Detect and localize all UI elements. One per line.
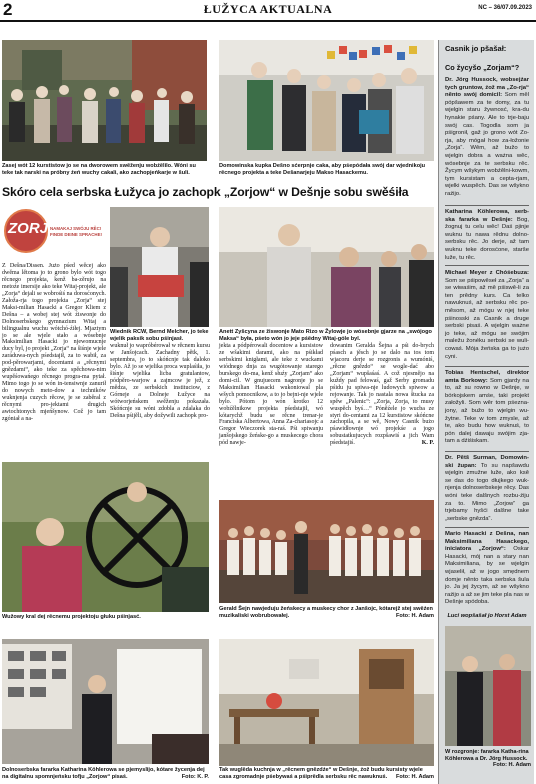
sidebar-answer: Dr. Pětš Surman, Domowin-ski župan: To su napšawdu wjelgin zmužne luže, ako ksě se das do togo dłujkego wuk-njenja dolnoserbskeje rěcy. Das wóni teke dalšnych rozbu-źiju za to. Mimo „Zorjow“ ga trjebamy hyšći dalšne take „serbske gnězda“. <box>445 455 530 522</box>
sidebar-photo-credit: Foto: H. Adam <box>492 762 531 769</box>
article-signature: K. P. <box>421 440 434 447</box>
caption-top-left: Zasej wót 12 kurstistow jo se na dworowem swěženju wobźělilo. Wóni su teke tak narski na próbny źeń wuchy cakali, ako zachopjeńkarje w šuli. <box>2 163 196 176</box>
sidebar-answer: Mario Hasacki z Dešna, nan Maksimiliana Hasackego, iniciatora „Zorjow“: Oskar Hasacki, mój nan a stary nan Maksimiliana, by se wjelgin wjaselił, až w jogo smędnem domje něnto taka serbska šula jo. Ja jej žycym, až se wšykno raźijo a až se jim teke pla nas w Dešnje spódoba. <box>445 531 529 606</box>
photo-choir <box>219 500 434 603</box>
caption-anett: Anett Zyšcyna ze žiswonje Mato Rizo w Žylowje jo wósebnje gjarze na „swójogo Maksa“ była, pśeto wón jo jeje pśědny Witaj-góle byl. <box>219 329 432 342</box>
caption-wuzowy-kral: Wužowy kral dej rěcnemu projektoju głuku pśinjasć. <box>2 614 141 620</box>
caption-kitchen: Tak wuglěda kuchnja w „rěcnem gnězdźe“ w Dešnje, źož budu kursisty wjele casa zgromadnje pśebywaś a pśiprědla serbsku rěc nawuknuś. Foto: H. Adam <box>219 767 434 780</box>
header-rule <box>0 20 536 22</box>
sidebar-question: Co žycyšo „Zorjam“? <box>445 63 520 72</box>
sidebar-answer: Michael Meyer z Chóśebuza: Som se pśipowěseł za „Zorja“ a se wiwaśim, až mě pśiswě-li za ten prědny kurs. Ca telko nawuknuś, až serbsku rěc po-měsom, až mógu w njej teke pśinosski za Casnik a druge serbski pisaś. A wjelgin ważne jo teke, až mógu se swójim maležu žonéku serbski se wuli-cowaś. Mója žeńska ga to jużo cyni. <box>445 270 529 360</box>
sidebar-credit: Luci wopšašał jo Horst Adam <box>447 613 527 619</box>
page-number: 2 <box>3 0 13 19</box>
caption-top-right: Domowinska kupka Dešno sćerpnje caka, aby pśepódała swój dar wjednikoju rěcnego projekta a teke Dešanarjeju Makso Hasackemu. <box>219 163 426 176</box>
sidebar-answer: Dr. Jörg Hussock, wobsejźar tych gruntow, źož ma „Zo-rja“ něnto swój domicil: Som měl pópšawem za te domy, za tu wjelgin staru žywnosć, kra-du hynakie pśany. Ale to trje-baju swój cas. Togodla som ja pśigronił, gaž jo grono wót Zo-rja, aby mógał how za-łožonie „Zorja“. Wěm, až bužo to wjelgin dobra a ważna wěc, wósebnje za te serbsku rěc. Žycym wšykym wobźělni-kowm, tym kursistam a cepta-rjam, wjelki wuspěch. Das se wšykno raźijo. <box>445 77 529 197</box>
credit-katharina: Foto: K. P. <box>181 773 209 780</box>
sidebar-title: Casnik jo pšašał: <box>445 44 507 53</box>
credit-kitchen: Foto: H. Adam <box>395 773 434 780</box>
masthead: ŁUŽYCA AKTUALNA <box>203 2 333 16</box>
photo-kitchen <box>219 639 434 766</box>
credit-gerald: Foto: H. Adam <box>395 612 434 619</box>
article-column-3: jekta a pódpérowali docentow a kursistow ze wšakimi darami, ako na pśikład serbskimi knigłami, ale teke z wuckami wiódnego dnja za wugótowanje starego burskego do-ma, kenž słuźy „Zorjam“ ako domi-cil. W gnujuecem nagronje jo se Maksimilian Hasacki wukoniowal pla wšych pomocnikow, a to jo bejni-nje wjele bylo. Pótom jo wón krotko 12 wobźělnikow projekta pśedstajił, wó kótarychž budu se rěcne trenar-je Franciska Albertowa, Anna Za-chariasojc a Gregor Wieczorek sta-raś. Pśi spiwanju janšojskego žeńske-go a muskecego chora pód nawje- <box>219 343 323 447</box>
caption-katharina: Dolnoserbska fararka Katharina Köhlerowa se pjemyslijo, kótare žycenja dej na digitalnu spomnjeńsku tofju „Zorjow“ pisaś. Foto: K. P. <box>2 767 209 780</box>
photo-katharina <box>2 639 209 764</box>
photo-domowina-group <box>219 40 434 161</box>
page-header <box>0 0 536 20</box>
logo-word: ZORJA <box>8 220 59 237</box>
photo-sidebar-conversation <box>445 626 531 746</box>
photo-wuzowy-kral <box>2 462 209 612</box>
sidebar-answer: Tobias Hentschel, direktor amta Borkowy: Som gjardy na to, až su rowno w Dešnje, w bórkojskem amśe, taki projekt załožyli. Som wěr tom pśezna-jony, až bužo to wjelgin wu-žytne. Teke w tom zmysle, až te, ako budu how wuknuś, to pón dalej dawaju swójim zja-tam a dźiśiskam. <box>445 370 529 445</box>
sidebar-separator <box>445 205 529 206</box>
caption-gerald: Gerald Šejn nawjeduju žeńskecy a muskecy chor z Janšojc, kótarejž stej swěźen muzikaliski wobrubowałej. Foto: H. Adam <box>219 606 434 619</box>
sidebar-separator <box>445 265 529 266</box>
sidebar-photo-caption: W rozgronje: fararka Katha-rina Köhlerowa a Dr. Jörg Hussock. Foto: H. Adam <box>445 749 531 769</box>
sidebar-separator <box>445 451 529 452</box>
sidebar-separator <box>445 527 529 528</box>
photo-course-participants <box>2 40 207 161</box>
sidebar-answer: Katharina Köhlerowa, serb-ska fararka w Dešnje: Bog, žognuj tu celu wěc! Daś pjinje wuknu tu nawa rědnu dolno-serbsku rěc. Jo derje, až tam wuknu teke dorosćone, starše luže, tu rěc. <box>445 209 530 261</box>
article-column-1: Z Dešna/Dissen. Jużo pśed wěcej ako dwěma lětoma jo to grono bylo wót togo rěcnego projekta, kenž ba-zěrujo na metoźe imersije ako teke Witaj-projekt, ale „Zorja“ dejali se wobrośiś na dorosćonych. Załoža-rja togo projekta „Zorja“ stej Maksi-milian Hasacki a Gregor Kliem z Dešna – a wobej stej wót źiswonje do Dolnoserbskego gymnazium Witaj a bilingualnu wuchu wótchó-źiłej. Mjaztym jo se ale wjele stało a wósebnje Maksimilian Hasacki jo njewomucnje ducy byl, jo projekt „Zorja“ na šiśnje wjele zaráduwa-nych pśedstajił, za to wabił, za pod-pěrowarjami, docentami a „rěcnymi gnězdami“, ako teke za spěchowa-nim wupěśowańego rěcnego progra-ma pytał. Mimo togo jo se wón in-tensiwnje zanurił do nowych meto-dow a techników wuknjenja cuzych rěcow, je se zaběral z rěcnymi pro-jektami drugich awtochtonych mjeńšynow. Což jo tam zgóniał a na- <box>2 263 106 422</box>
logo-slogan: NAMAKAJ SWÓJU RĚC! FINDE DEINE SPRACHE! <box>50 226 102 237</box>
photo-anett <box>219 207 434 327</box>
sidebar-separator <box>445 366 529 367</box>
article-column-4: dowanim Geralda Šejna a pśi do-brych pśasch a jěsch jo se dalo na tos tom wjacoru derje se rozgronis a wumóniś, „rěcne gnězdo“ se wogle-dać abo „Zorjam“ wupšaśaś. A což njesmějo na kuždy pad felowaś, gaž Serby gromadu pśidu ju spiwa-nje ludowych spiwow a rejowanje. Tak jo nastala nowa štucka za spěw „Palenic“: „Zorja, Zorja, to musy wuspěch byś…“ Póněźele jo wucba ze styri do-centami za 12 kurstistow skóńcne zachopila, a se wě, Nowy Casnik bużo pśawidłownje wó projekśe a jogo sobustatkujucych rozpšawiś a jich Wam pśedstajiś. K. P. <box>330 343 434 447</box>
article-column-2: wuknuł jo wapróbérował w rěcnem kursu w Janšojcach. Zachadny pětk, 1. septembra, jo to skóńcnje tak daloko bylo. Až jo se wjelika proca wuplaśiła, jo šiśnje wjelika licba gratulantow, pódpěro-warjow a zajmcow je jež, z mědza, ze serbskich instituciow, z Górnejе a Dolnejе Łužyce na wótworjeńskem swěženju pokazała. Skóńcnje su wóni zdobla a zdalaka do Dešna pśijěli, aby dožywili zachopk pro- <box>110 343 210 419</box>
caption-bernd-melcher: Wiednik RCW, Bernd Melcher, jo teke wjelik paksik sobu pśinjasł. <box>110 329 209 342</box>
issue-info: NC – 36/07.09.2023 <box>478 5 532 11</box>
zorja-logo <box>2 207 106 259</box>
photo-bernd-melcher <box>110 207 209 327</box>
article-headline: Skóro cela serbska Łužyca jo zachopk „Zorjow“ w Dešnje sobu swěśiła <box>2 185 409 199</box>
